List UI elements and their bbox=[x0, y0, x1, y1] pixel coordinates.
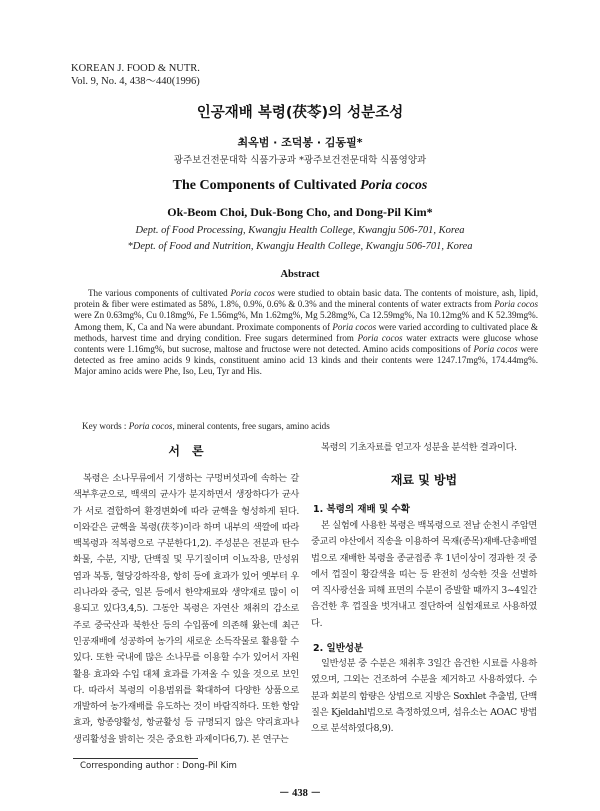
abstract-text: were Zn 0.63mg%, Cu 0.18mg%, Fe 1.56mg%, Mn 1.62mg%, Mg 5.28mg%, Ca 12.59mg%, Na 10.12mg% and K 52.39mg%. Among them, K, Ca and Na were abundant. Proximate components of bbox=[74, 310, 538, 332]
introduction-paragraph: 복령은 소나무류에서 기생하는 구멍버섯과에 속하는 갈색부후균으로, 백색의 균사가 분지하면서 생장하다가 균사가 서로 결합하여 환경변화에 따라 균핵을 형성하게 된다. 이와같은 균핵을 복령(茯苓)이라 하며 내부의 색깔에 따라 백복령과 적복령으로 구분한다1,2). 주성분은 전분과 탄수화물, 수분, 지방, 단백질 및 무기질이며 이뇨작용, 만성위염과 복통, 혈당강하작용, 항히 등에 효과가 있어 옛부터 우리나라와 중국, 일본 등에서 한약재료와 생약재로 많이 이용되고 있다3,4,5). 그동안 복령은 자연산 채취의 감소로 주로 중국산과 북한산 등의 수입품에 의존해 왔는데 최근 인공재배에 성공하여 농가의 새로운 소득작물로 활용할 수 있다. 또한 국내에 많은 소나무를 이용할 수가 있어서 자원활용 효과와 수입 대체 효과를 가져올 수 있을 것으로 보인다. 따라서 복령의 이용범위를 확대하여 다양한 상품으로 개발하여 농가재배를 유도하는 것이 바람직하다. 또한 항암효과, 항종양활성, 항균활성 등 규명되지 않은 약리효과나 생리활성을 밝히는 것은 중요한 과제이다6,7). 본 연구는 bbox=[73, 473, 299, 745]
title-english bbox=[0, 178, 600, 194]
journal-volume: Vol. 9, No. 4, 438～440(1996) bbox=[71, 76, 200, 87]
abstract-heading: Abstract bbox=[280, 269, 320, 280]
section-heading-introduction: 서 론 bbox=[168, 444, 204, 458]
authors-english: Ok-Beom Choi, Duk-Bong Cho, and Dong-Pil Kim* bbox=[167, 205, 433, 219]
keywords-label: Key words : bbox=[82, 421, 129, 431]
introduction-continued bbox=[311, 440, 537, 456]
title-korean: 인공재배 복령(茯苓)의 성분조성 bbox=[196, 105, 404, 121]
section-heading-materials-methods: 재료 및 방법 bbox=[390, 473, 458, 487]
journal-name: KOREAN J. FOOD & NUTR. bbox=[71, 63, 200, 74]
abstract-species: Poria cocos bbox=[357, 332, 403, 343]
title-english-species: Poria cocos bbox=[360, 178, 428, 193]
abstract-text: were detected as free amino acids 9 kinds, constituent amino acid 13 kinds and their contents were 1247.17mg%, 174.44mg%. Major amino acids were Phe, Iso, Leu, Tyr and His. bbox=[74, 344, 539, 377]
abstract-paragraph bbox=[74, 288, 538, 378]
affiliation-korean: 광주보건전문대학 식품가공과 *광주보건전문대학 식품영양과 bbox=[173, 155, 427, 166]
keywords-list: , mineral contents, free sugars, amino acids bbox=[172, 421, 330, 431]
abstract-species: Poria cocos bbox=[332, 321, 377, 332]
abstract-species: Poria cocos bbox=[473, 344, 518, 355]
affiliation-english-1: Dept. of Food Processing, Kwangju Health College, Kwangju 506-701, Korea bbox=[135, 225, 465, 236]
abstract-text: were studied to obtain basic data. The contents of moisture, ash, lipid, protein & fiber were estimated as 58%, 1.8%, 0.9%, 0.6% & 0.3% and the mineral contents of water extracts from bbox=[74, 288, 538, 310]
authors-korean: 최옥범 · 조덕봉 · 김동필* bbox=[237, 136, 363, 149]
subsection-body-cultivation bbox=[311, 518, 537, 632]
keywords-species: Poria cocos bbox=[128, 421, 173, 431]
abstract-species: Poria cocos bbox=[230, 288, 275, 298]
subsection-body-general-components bbox=[311, 656, 537, 737]
subsection-title-general-components: 2. 일반성분 bbox=[313, 643, 364, 654]
general-components-paragraph: 일반성분 중 수분은 채취후 3일간 음건한 시료를 사용하였으며, 그외는 건조하여 수분을 제거하고 사용하였다. 수분과 회분의 함량은 상법으로 지방은 Soxhlet 추출법, 단백질은 Kjeldahl법으로 측정하였으며, 섬유소는 AOAC 방법으로 분석하였다8,9). bbox=[311, 658, 537, 735]
abstract-text: were varied according to cultivated place & methods, harvest time and drying condition. Free sugars determined from bbox=[74, 321, 538, 343]
keywords bbox=[82, 421, 538, 432]
page-number: － 438 － bbox=[279, 788, 321, 799]
journal-header bbox=[71, 62, 200, 88]
footnote-divider bbox=[73, 758, 198, 759]
corresponding-author-footnote: Corresponding author : Dong-Pil Kim bbox=[80, 761, 237, 771]
cultivation-paragraph: 본 실험에 사용한 복령은 백복령으로 전남 순천시 주암면 중교리 야산에서 직송을 이용하여 목재(종목)재배-단총배열법으로 재배한 복령을 종균접종 후 1년이상이 경과한 것 중에서 껍질이 황갈색을 띠는 등 완전히 성숙한 것을 선별하여 직사광선을 피해 표면의 수분이 증발할 때까지 3~4일간 음건한 후 껍질을 벗겨내고 절단하여 실험재료로 사용하였다. bbox=[311, 520, 537, 629]
subsection-title-cultivation: 1. 복령의 재배 및 수확 bbox=[313, 504, 410, 515]
abstract-text: The various components of cultivated bbox=[88, 288, 231, 298]
introduction-body bbox=[73, 471, 299, 748]
abstract-body bbox=[74, 288, 538, 378]
introduction-continued-paragraph: 복령의 기초자료를 얻고자 성분을 분석한 결과이다. bbox=[321, 442, 517, 453]
abstract-text: water extracts were glucose whose contents were 1.16mg%, but sucrose, maltose and fructose were not detected. Amino acids compositions of bbox=[74, 332, 538, 355]
abstract-species: Poria cocos bbox=[494, 299, 538, 310]
title-english-prefix: The Components of Cultivated bbox=[172, 178, 361, 193]
affiliation-english-2: *Dept. of Food and Nutrition, Kwangju Health College, Kwangju 506-701, Korea bbox=[127, 241, 473, 252]
